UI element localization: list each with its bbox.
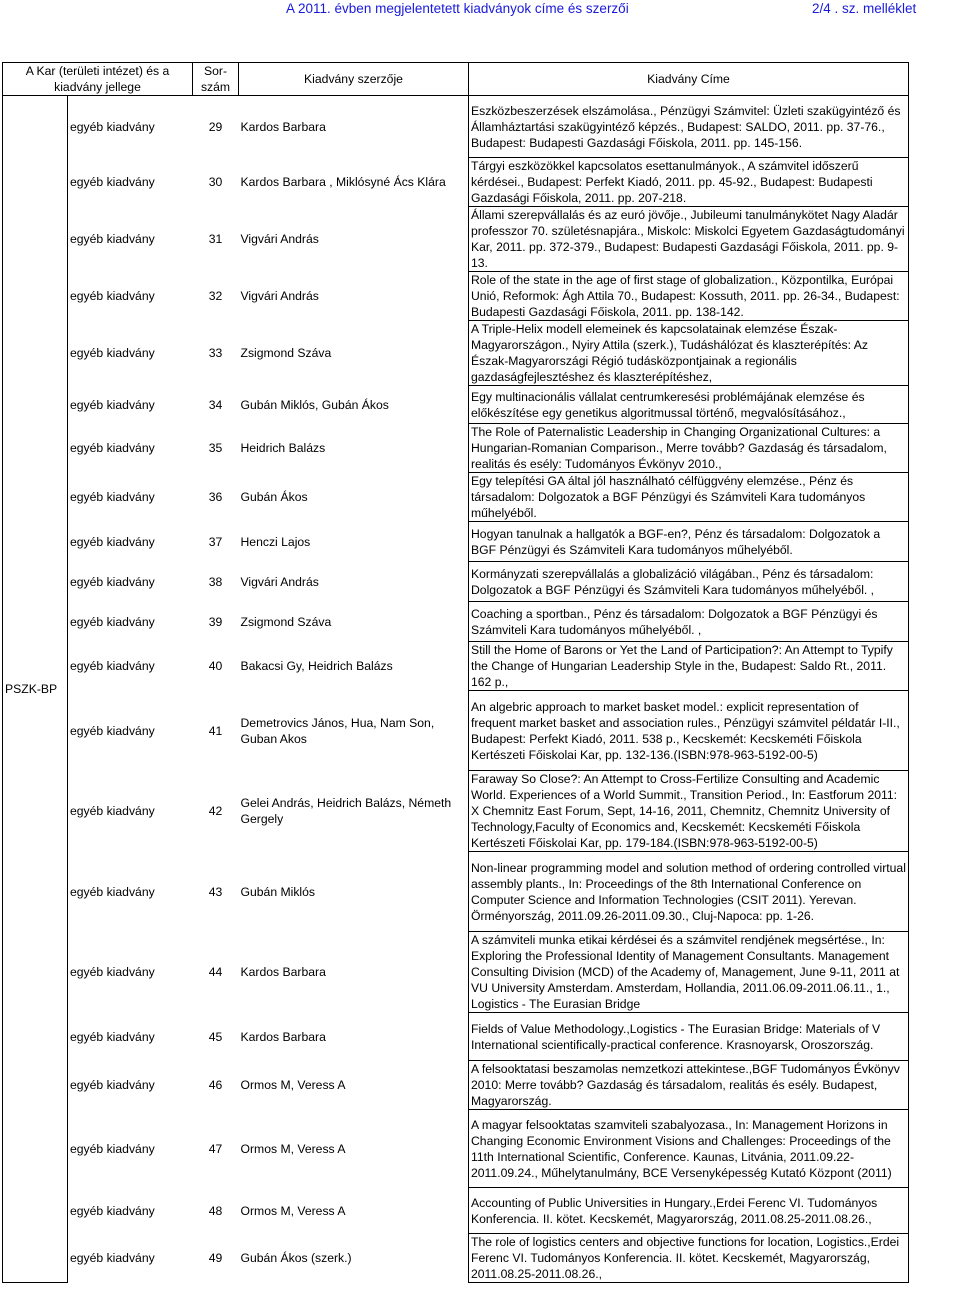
title-cell: Faraway So Close?: An Attempt to Cross-Fertilize Consulting and Academic World. Experiences of a World Summit., Transition Period., In: Eastforum 2011: X Chemnitz East Forum, Sept, 14-16, 2011, Chemnitz, Chemnitz University of Technology,Faculty of Economics and, Kecskemét: Kecskeméti Főiskola Kertészeti Főiskolai Kar, pp. 179-184.(ISBN:978-963-5192-00-5)	[469, 771, 909, 852]
title-cell: Still the Home of Barons or Yet the Land of Participation?: An Attempt to Typify the Change of Hungarian Leadership Style in the, Budapest: Saldo Rt., 2011. 162 p.,	[469, 642, 909, 691]
title-cell: Coaching a sportban., Pénz és társadalom: Dolgozatok a BGF Pénzügyi és Számviteli Kara tudományos műhelyéből. ,	[469, 602, 909, 642]
publication-type: egyéb kiadvány	[70, 1251, 155, 1265]
table-row	[3, 207, 909, 272]
publication-type: egyéb kiadvány	[70, 175, 155, 189]
serial-number: 30	[208, 175, 223, 189]
author-cell: Vigvári András	[240, 289, 319, 303]
serial-number: 29	[208, 119, 223, 134]
serial-number: 41	[208, 723, 223, 738]
author-cell: Gubán Miklós	[240, 884, 316, 899]
serial-number: 49	[208, 1251, 223, 1265]
author-cell: Heidrich Balázs	[240, 441, 326, 455]
table-row	[3, 96, 909, 158]
title-cell: Állami szerepvállalás és az euró jövője., Jubileumi tanulmánykötet Nagy Aladár professzor 70. születésnapjára., Miskolc: Miskolci Egyetem Gazdaságtudományi Kar, 2011. pp. 372-379., Budapest: Budapesti Gazdasági Főiskola, 2011. pp. 9-13.	[469, 207, 909, 272]
serial-number: 46	[208, 1078, 223, 1092]
serial-number: 42	[208, 804, 223, 818]
serial-number: 44	[208, 965, 223, 979]
title-cell: An algebric approach to market basket model.: explicit representation of frequent market basket and association rules., Pénzügyi számvitel példatár I-II., Budapest: Perfekt Kiadó, 2011. 538 p., Kecskemét: Kecskeméti Főiskola Kertészeti Főiskolai Kar, pp. 132-136.(ISBN:978-963-5192-00-5)	[469, 691, 909, 771]
author-cell: Vigvári András	[240, 232, 319, 246]
table-row	[3, 158, 909, 207]
author-cell: Gubán Miklós, Gubán Ákos	[240, 397, 389, 412]
author-cell: Gubán Ákos	[240, 490, 308, 504]
title-cell: Hogyan tanulnak a hallgatók a BGF-en?, Pénz és társadalom: Dolgozatok a BGF Pénzügyi és Számviteli Kara tudományos műhelyéből.	[469, 522, 909, 562]
author-cell: Gubán Ákos (szerk.)	[240, 1251, 352, 1265]
publication-type: egyéb kiadvány	[70, 232, 155, 246]
publication-type: egyéb kiadvány	[70, 441, 155, 455]
page-header	[0, 0, 960, 22]
publication-type: egyéb kiadvány	[70, 1078, 155, 1092]
serial-number: 32	[208, 289, 223, 303]
title-cell: The Role of Paternalistic Leadership in Changing Organizational Cultures: a Hungarian-Romanian Comparison., Merre tovább? Gazdaság és társadalom, realitás és esély: Tudományos Évkönyv 2010.,	[469, 424, 909, 473]
table-row	[3, 272, 909, 321]
publication-type: egyéb kiadvány	[70, 346, 155, 360]
table-row	[3, 771, 909, 852]
author-cell: Henczi Lajos	[240, 534, 311, 549]
serial-number: 39	[208, 614, 223, 629]
author-cell: Kardos Barbara , Miklósyné Ács Klára	[240, 175, 446, 189]
title-cell: Eszközbeszerzések elszámolása., Pénzügyi Számvitel: Üzleti szakügyintéző és Államháztartási szakügyintéző képzés., Budapest: SALDO, 2011. pp. 37-76., Budapest: Budapesti Gazdasági Főiskola, 2011. pp. 145-156.	[469, 96, 909, 158]
table-row	[3, 1061, 909, 1110]
table-row	[3, 642, 909, 691]
table-row	[3, 852, 909, 932]
title-cell: Tárgyi eszközökkel kapcsolatos esettanulmányok., A számvitel időszerű kérdései., Budapest: Perfekt Kiadó, 2011. pp. 45-92., Budapest: Budapesti Gazdasági Főiskola, 2011. pp. 207-218.	[469, 158, 909, 207]
serial-number: 31	[208, 232, 223, 246]
publication-type: egyéb kiadvány	[70, 574, 155, 589]
title-cell: Accounting of Public Universities in Hungary.,Erdei Ferenc VI. Tudományos Konferencia. II. kötet. Kecskemét, Magyarország, 2011.08.25-2011.08.26.,	[469, 1188, 909, 1234]
table-row	[3, 1013, 909, 1061]
publication-type: egyéb kiadvány	[70, 614, 155, 629]
serial-number: 43	[208, 884, 223, 899]
title-cell: Non-linear programming model and solution method of ordering controlled virtual assembly plants., In: Proceedings of the 8th International Conference on Computer Science and Information Technologies (CSIT 2011). Yerevan. Örményország, 2011.09.26-2011.09.30., Cluj-Napoca: pp. 1-26.	[469, 852, 909, 932]
publication-type: egyéb kiadvány	[70, 534, 155, 549]
title-cell: A felsooktatasi beszamolas nemzetkozi attekintese.,BGF Tudományos Évkönyv 2010: Merre tovább? Gazdaság és társadalom, realitás és esély. Budapest, Magyarország.	[469, 1061, 909, 1110]
table-row	[3, 1188, 909, 1234]
publication-type: egyéb kiadvány	[70, 804, 155, 818]
faculty-cell: PSZK-BP	[3, 96, 68, 1283]
publication-type: egyéb kiadvány	[70, 289, 155, 303]
column-header-cim: Kiadvány Címe	[469, 63, 909, 96]
serial-number: 47	[208, 1141, 223, 1156]
title-cell: Egy telepítési GA által jól használható célfüggvény elemzése., Pénz és társadalom: Dolgozatok a BGF Pénzügyi és Számviteli Kara tudományos műhelyéből.	[469, 473, 909, 522]
publication-type: egyéb kiadvány	[70, 1203, 155, 1218]
serial-number: 38	[208, 574, 223, 589]
table-row	[3, 602, 909, 642]
author-cell: Zsigmond Száva	[240, 346, 332, 360]
author-cell: Bakacsi Gy, Heidrich Balázs	[240, 659, 393, 673]
table-row	[3, 1234, 909, 1283]
publication-type: egyéb kiadvány	[70, 1141, 155, 1156]
document-title: A 2011. évben megjelentetett kiadványok címe és szerzői	[286, 1, 629, 16]
serial-number: 40	[208, 659, 223, 673]
table-row	[3, 473, 909, 522]
author-cell: Vigvári András	[240, 574, 319, 589]
author-cell: Ormos M, Veress A	[240, 1078, 346, 1092]
publication-type: egyéb kiadvány	[70, 723, 155, 738]
serial-number: 34	[208, 397, 223, 412]
serial-number: 45	[208, 1029, 223, 1044]
publication-type: egyéb kiadvány	[70, 1029, 155, 1044]
title-cell: Kormányzati szerepvállalás a globalizáció világában., Pénz és társadalom: Dolgozatok a BGF Pénzügyi és Számviteli Kara tudományos műhelyéből. ,	[469, 562, 909, 602]
table-row	[3, 522, 909, 562]
title-cell: Role of the state in the age of first stage of globalization., Központilka, Európai Unió, Reformok: Ágh Attila 70., Budapest: Kossuth, 2011. pp. 26-34., Budapest: Budapesti Gazdasági Főiskola, 2011. pp. 138-142.	[469, 272, 909, 321]
title-cell: Fields of Value Methodology.,Logistics - The Eurasian Bridge: Materials of V International scientifically-practical conference. Krasnoyarsk, Oroszország.	[469, 1013, 909, 1061]
publication-type: egyéb kiadvány	[70, 490, 155, 504]
table-header-row	[3, 63, 909, 96]
publication-type: egyéb kiadvány	[70, 397, 155, 412]
title-cell: A Triple-Helix modell elemeinek és kapcsolatainak elemzése Észak-Magyarországon., Nyiry Attila (szerk.), Tudáshálózat és klaszterépítés: Az Észak-Magyarországi Régió tudásközpontjainak a regionális gazdaságfejlesztéshez és klaszterépítéshez,	[469, 321, 909, 386]
serial-number: 36	[208, 490, 223, 504]
publication-type: egyéb kiadvány	[70, 119, 155, 134]
title-cell: Egy multinacionális vállalat centrumkeresési problémájának elemzése és előkészítése egy genetikus algoritmussal történő, megvalósításához.,	[469, 386, 909, 424]
table-row	[3, 321, 909, 386]
table-row	[3, 1110, 909, 1188]
column-header-szerzo: Kiadvány szerzője	[239, 63, 469, 96]
title-cell: A magyar felsooktatas szamviteli szabalyozasa., In: Management Horizons in Changing Economic Environment Visions and Challenges: Proceedings of the 11th International Scientific, Conference. Kaunas, Litvánia, 2011.09.22-2011.09.24., Műhelytanulmány, BCE Versenyképesség Kutató Központ (2011)	[469, 1110, 909, 1188]
author-cell: Ormos M, Veress A	[240, 1203, 346, 1218]
column-header-kar: A Kar (területi intézet) és a kiadvány jellege	[3, 63, 193, 96]
author-cell: Kardos Barbara	[240, 1029, 326, 1044]
publications-table	[2, 62, 909, 1283]
serial-number: 37	[208, 534, 223, 549]
author-cell: Ormos M, Veress A	[240, 1141, 346, 1156]
serial-number: 48	[208, 1203, 223, 1218]
table-row	[3, 386, 909, 424]
author-cell: Kardos Barbara	[240, 119, 326, 134]
publication-type: egyéb kiadvány	[70, 884, 155, 899]
table-row	[3, 932, 909, 1013]
author-cell: Kardos Barbara	[240, 965, 326, 979]
table-row	[3, 562, 909, 602]
serial-number: 33	[208, 346, 223, 360]
serial-number: 35	[208, 441, 223, 455]
publication-type: egyéb kiadvány	[70, 965, 155, 979]
column-header-sorszam: Sor-szám	[193, 63, 239, 96]
title-cell: A számviteli munka etikai kérdései és a számvitel rendjének megsértése., In: Exploring the Professional Identity of Management Consultants. Management Consulting Division (MCD) of the Academy of, Management, June 9-11, 2011 at VU University Amsterdam. Amsterdam, Hollandia, 2011.06.09-2011.06.11., 1., Logistics - The Eurasian Bridge	[469, 932, 909, 1013]
table-row	[3, 691, 909, 771]
author-cell: Demetrovics János, Hua, Nam Son, Guban Akos	[240, 715, 435, 746]
publication-type: egyéb kiadvány	[70, 659, 155, 673]
annex-number: 2/4 . sz. melléklet	[812, 1, 917, 16]
title-cell: The role of logistics centers and objective functions for location, Logistics.,Erdei Ferenc VI. Tudományos Konferencia. II. kötet. Kecskemét, Magyarország, 2011.08.25-2011.08.26.,	[469, 1234, 909, 1283]
author-cell: Zsigmond Száva	[240, 614, 332, 629]
author-cell: Gelei András, Heidrich Balázs, Németh Gergely	[240, 796, 452, 826]
table-row	[3, 424, 909, 473]
